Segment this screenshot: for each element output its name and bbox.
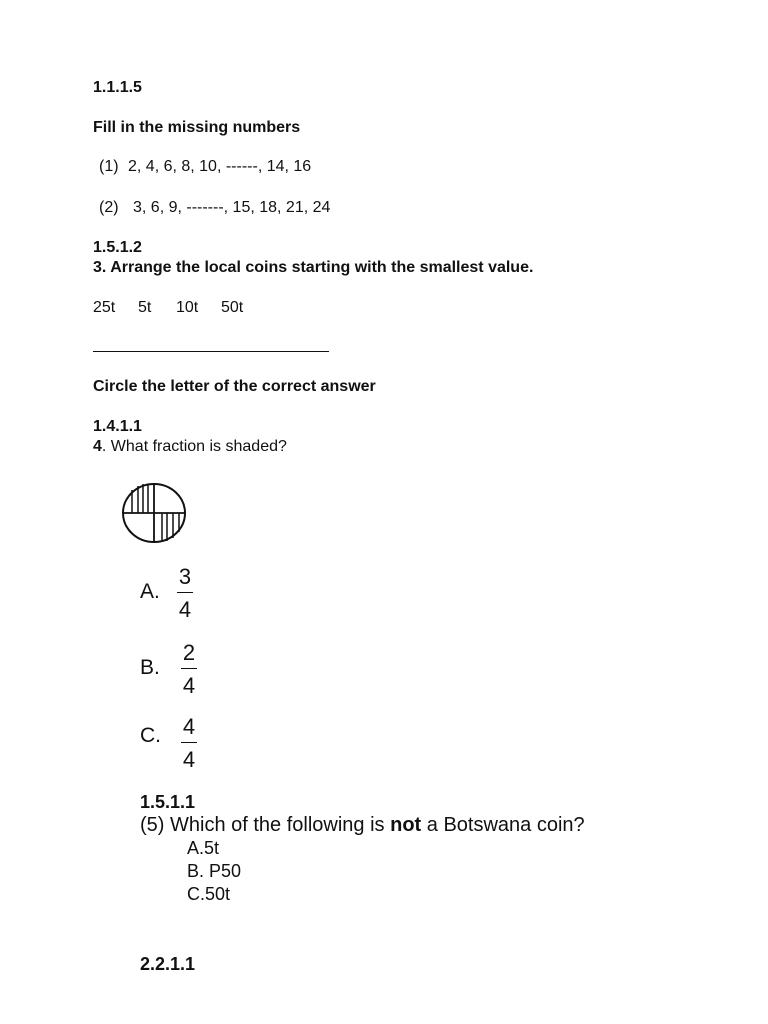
q1-instruction: Fill in the missing numbers [93, 119, 301, 136]
coin-label: 25t [93, 299, 116, 316]
q1-item1-number: (1) [99, 158, 119, 175]
option-c-letter[interactable]: C. [140, 724, 161, 747]
q5-question-end: a Botswana coin? [421, 814, 585, 836]
option-b-numerator: 2 [182, 640, 196, 665]
q4-code: 1.4.1.1 [93, 418, 142, 435]
fraction-bar [177, 592, 193, 593]
option-a-letter[interactable]: A. [140, 580, 160, 603]
option-c-fraction[interactable] [178, 714, 200, 773]
option-a-denominator: 4 [178, 597, 192, 622]
q4-number: 4 [93, 438, 102, 455]
option-c-denominator: 4 [182, 747, 196, 772]
q1-code: 1.1.1.5 [93, 79, 142, 96]
option-a-numerator: 3 [178, 564, 192, 589]
option-c-numerator: 4 [182, 714, 196, 739]
q5-option-b[interactable]: B. P50 [187, 861, 242, 881]
fraction-bar [181, 742, 197, 743]
section-instruction: Circle the letter of the correct answer [93, 378, 376, 395]
next-question-code: 2.2.1.1 [140, 954, 196, 974]
q5-question-line [140, 814, 585, 837]
q5-question-start: (5) Which of the following is [140, 814, 391, 836]
q3-code: 1.5.1.2 [93, 239, 142, 256]
top-left-shading [132, 484, 148, 513]
q1-item2-number: (2) [99, 199, 119, 216]
answer-line [93, 351, 329, 352]
q4-question-line [93, 438, 287, 456]
q1-item2-text: 3, 6, 9, -------, 15, 18, 21, 24 [133, 199, 331, 216]
coin-label: 5t [138, 299, 152, 316]
q5-option-a[interactable]: A.5t [187, 838, 220, 858]
coin-label: 10t [176, 299, 199, 316]
fraction-bar [181, 668, 197, 669]
q1-item1-text: 2, 4, 6, 8, 10, ------, 14, 16 [128, 158, 312, 175]
q5-option-c[interactable]: C.50t [187, 884, 231, 904]
q4-question: . What fraction is shaded? [101, 438, 287, 455]
option-a-fraction[interactable] [174, 564, 196, 623]
option-b-letter[interactable]: B. [140, 656, 160, 679]
q5-question-emphasis: not [390, 814, 422, 836]
option-b-denominator: 4 [182, 673, 196, 698]
shaded-circle-figure [118, 478, 192, 548]
coin-label: 50t [221, 299, 244, 316]
option-b-fraction[interactable] [178, 640, 200, 699]
q3-question: 3. Arrange the local coins starting with the smallest value. [93, 259, 534, 276]
q5-code: 1.5.1.1 [140, 792, 196, 812]
